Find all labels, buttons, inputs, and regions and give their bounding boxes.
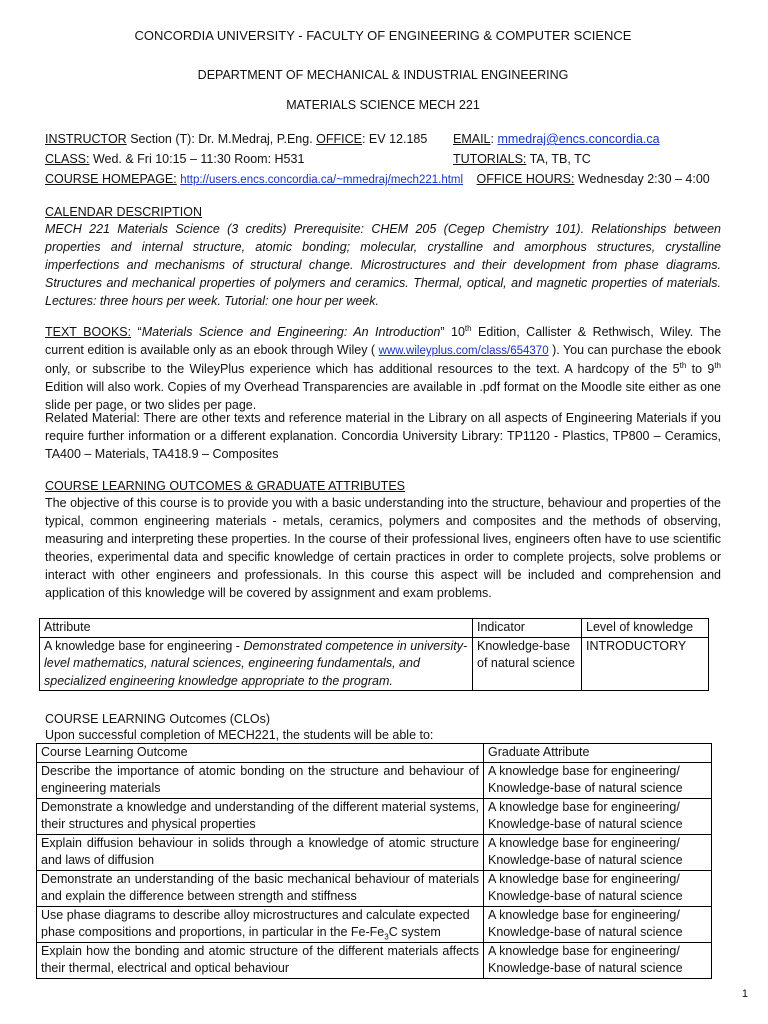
- table-row: [37, 834, 712, 870]
- clo-attribute: A knowledge base for engineering/ Knowledge-base of natural science: [484, 762, 712, 798]
- instructor-line: [45, 130, 427, 148]
- outcomes-text: The objective of this course is to provide you with a basic understanding into the structure, behaviour and properties of the typical, common engineering materials - metals, ceramics, polymers and composites and the methods of observing, measuring and interpreting these properties. In the course of their professional lives, engineers often have to use scientific theories, experimental data and specific knowledge of certain practices in order to complete projects, solve problems or interact with other engineers and professionals. In this course this aspect will be included and comprehension and application of this knowledge will be covered by assignment and exam problems.: [45, 496, 721, 600]
- textbook-edition-num: ” 10: [440, 325, 465, 339]
- clo-header-attribute: Graduate Attribute: [484, 744, 712, 763]
- tutorials-value: TA, TB, TC: [526, 152, 591, 166]
- email-colon: :: [490, 132, 498, 146]
- attr-cell-indicator: Knowledge-base of natural science: [473, 637, 582, 691]
- clo-header-outcome: Course Learning Outcome: [37, 744, 484, 763]
- attr-header-attribute: Attribute: [40, 619, 473, 638]
- clo-outcome: [37, 906, 484, 942]
- outcomes-heading: COURSE LEARNING OUTCOMES & GRADUATE ATTRIBUTES: [45, 479, 405, 493]
- homepage-label: COURSE HOMEPAGE:: [45, 172, 177, 186]
- homepage-link[interactable]: http://users.encs.concordia.ca/~mmedraj/mech221.html: [180, 174, 464, 186]
- tutorials-line: [453, 150, 591, 168]
- calendar-text: MECH 221 Materials Science (3 credits) Prerequisite: CHEM 205 (Cegep Chemistry 101). Relationships between properties and internal structure, atomic bonding; molecular, crystalline and amorphous structures, crystalline imperfections and mechanisms of structural change. Microstructures and their development from phase diagrams. Structures and mechanical properties of polymers and ceramics. Thermal, optical, and magnetic properties of materials. Lectures: three hours per week. Tutorial: one hour per week.: [45, 222, 721, 308]
- textbook-to: to 9: [686, 362, 715, 376]
- email-line: [453, 130, 660, 148]
- office-label: OFFICE: [316, 132, 362, 146]
- clo-attribute: A knowledge base for engineering/ Knowledge-base of natural science: [484, 942, 712, 978]
- attr-header-level: Level of knowledge: [582, 619, 709, 638]
- sup-th: th: [464, 323, 472, 333]
- table-row: [37, 798, 712, 834]
- email-label: EMAIL: [453, 132, 491, 146]
- textbook-rest: Edition will also work. Copies of my Overhead Transparencies are available in .pdf format on the Moodle site either as one slide per page, or two slides per page.: [45, 380, 721, 412]
- office-hours-label: OFFICE HOURS:: [476, 172, 575, 186]
- attr-header-indicator: Indicator: [473, 619, 582, 638]
- attr-cell-attribute: [40, 637, 473, 691]
- clo-outcome-text-end: C system: [388, 925, 441, 939]
- table-row: [37, 762, 712, 798]
- tutorials-label: TUTORIALS:: [453, 152, 527, 166]
- instructor-value: Section (T): Dr. M.Medraj, P.Eng.: [126, 132, 317, 146]
- textbook-edition-text: Edition, Callister & Rethwisch, Wiley. The current edition is available only as an ebook through Wiley (: [45, 325, 722, 357]
- related-material: Related Material: There are other texts and reference material in the Library on all aspects of Engineering Materials if you require further information or a different explanation. Concordia University Library: TP1120 - Plastics, TP800 – Ceramics, TA400 – Materials, TA418.9 – Composites: [45, 411, 721, 461]
- sup-th-2: th: [679, 360, 687, 370]
- email-link[interactable]: mmedraj@encs.concordia.ca: [497, 132, 660, 146]
- clos-intro: Upon successful completion of MECH221, the students will be able to:: [45, 728, 434, 742]
- clo-subscript: 3: [384, 932, 389, 942]
- office-hours-value: Wednesday 2:30 – 4:00: [574, 172, 710, 186]
- clo-attribute: A knowledge base for engineering/ Knowledge-base of natural science: [484, 870, 712, 906]
- clo-outcome-text: Use phase diagrams to describe alloy microstructures and calculate expected phase compositions and proportions, in particular in the Fe-Fe: [41, 907, 470, 939]
- clo-table: [36, 743, 712, 979]
- calendar-heading: CALENDAR DESCRIPTION: [45, 205, 202, 219]
- class-value: Wed. & Fri 10:15 – 11:30 Room: H531: [89, 152, 305, 166]
- homepage-line: [45, 170, 710, 189]
- clo-outcome: Describe the importance of atomic bonding on the structure and behaviour of engineering materials: [37, 762, 484, 798]
- textbooks-quote: “: [131, 325, 142, 339]
- attr-plain-text: A knowledge base for engineering -: [44, 638, 244, 653]
- attribute-table: [39, 618, 709, 691]
- clo-attribute: A knowledge base for engineering/ Knowledge-base of natural science: [484, 798, 712, 834]
- attr-cell-level: INTRODUCTORY: [582, 637, 709, 691]
- textbooks-label: TEXT BOOKS:: [45, 325, 132, 339]
- clo-outcome: Explain how the bonding and atomic structure of the different materials affects their thermal, electrical and optical behaviour: [37, 942, 484, 978]
- office-value: : EV 12.185: [361, 132, 428, 146]
- clos-heading: COURSE LEARNING Outcomes (CLOs): [45, 712, 271, 726]
- attr-italic-text: Demonstrated competence in university-level mathematics, natural sciences, engineering fundamentals, and specialized engineering knowledge appropriate to the program.: [44, 638, 468, 688]
- table-row: [37, 942, 712, 978]
- table-row: [37, 870, 712, 906]
- textbook-ebook-text: ). You can purchase the ebook only, or subscribe to the WileyPlus experience which has additional resources to the text. A hardcopy of the 5: [45, 343, 721, 376]
- textbooks-paragraph: [45, 323, 721, 414]
- table-row: [37, 906, 712, 942]
- textbook-title: Materials Science and Engineering: An Introduction: [141, 325, 441, 339]
- sup-th-3: th: [714, 360, 721, 370]
- university-header: CONCORDIA UNIVERSITY - FACULTY OF ENGINEERING & COMPUTER SCIENCE: [134, 28, 632, 43]
- wileyplus-link[interactable]: www.wileyplus.com/class/654370: [378, 345, 549, 357]
- page-number: 1: [741, 988, 748, 1000]
- class-line: [45, 150, 304, 168]
- clo-outcome: Demonstrate a knowledge and understanding of the different material systems, their structures and physical properties: [37, 798, 484, 834]
- clo-outcome: Explain diffusion behaviour in solids through a knowledge of atomic structure and laws of diffusion: [37, 834, 484, 870]
- clo-outcome: Demonstrate an understanding of the basic mechanical behaviour of materials and explain the difference between strength and stiffness: [37, 870, 484, 906]
- course-title: MATERIALS SCIENCE MECH 221: [286, 98, 480, 112]
- clo-attribute: A knowledge base for engineering/ Knowledge-base of natural science: [484, 834, 712, 870]
- department-header: DEPARTMENT OF MECHANICAL & INDUSTRIAL ENGINEERING: [197, 68, 569, 82]
- class-label: CLASS:: [45, 152, 90, 166]
- instructor-label: INSTRUCTOR: [45, 132, 127, 146]
- clo-attribute: A knowledge base for engineering/ Knowledge-base of natural science: [484, 906, 712, 942]
